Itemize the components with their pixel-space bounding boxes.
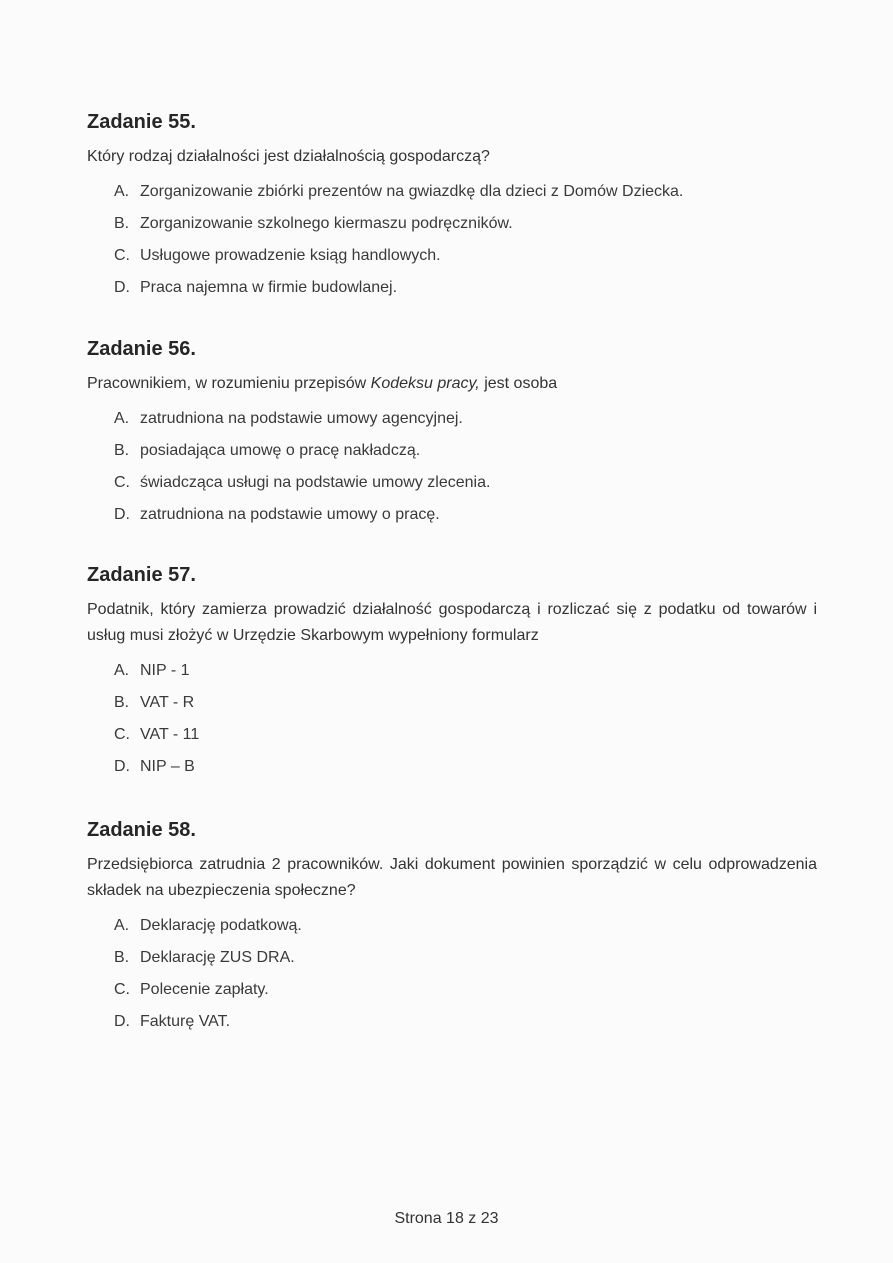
task-title: Zadanie 57. — [87, 564, 196, 586]
task-55 — [87, 110, 817, 304]
option-letter: C. — [114, 247, 130, 264]
option-text: Praca najemna w firmie budowlanej. — [140, 279, 398, 296]
option-text: VAT - R — [140, 694, 195, 711]
answer-option-d[interactable] — [114, 751, 817, 783]
option-letter: D. — [114, 279, 130, 296]
task-question — [87, 371, 817, 397]
answer-option-a[interactable] — [114, 655, 817, 687]
option-text: posiadająca umowę o pracę nakładczą. — [140, 442, 421, 459]
task-title: Zadanie 55. — [87, 111, 196, 133]
option-letter: C. — [114, 474, 130, 491]
answer-options — [87, 655, 817, 783]
option-letter: B. — [114, 442, 130, 459]
answer-option-d[interactable] — [114, 272, 817, 304]
answer-option-c[interactable] — [114, 467, 817, 499]
option-letter: B. — [114, 215, 130, 232]
option-text: VAT - 11 — [140, 726, 200, 743]
task-57 — [87, 563, 817, 783]
task-question: Podatnik, który zamierza prowadzić działalność gospodarczą i rozliczać się z podatku od towarów i usług musi złożyć w Urzędzie Skarbowym wypełniony formularz — [87, 601, 817, 644]
answer-option-c[interactable] — [114, 974, 817, 1006]
option-text: NIP – B — [140, 758, 195, 775]
question-text: Pracownikiem, w rozumieniu przepisów — [87, 375, 371, 392]
answer-option-c[interactable] — [114, 240, 817, 272]
task-question: Przedsiębiorca zatrudnia 2 pracowników. Jaki dokument powinien sporządzić w celu odprowadzenia składek na ubezpieczenia społeczne? — [87, 856, 817, 899]
answer-option-b[interactable] — [114, 435, 817, 467]
option-text: Zorganizowanie zbiórki prezentów na gwiazdkę dla dzieci z Domów Dziecka. — [140, 183, 684, 200]
answer-option-b[interactable] — [114, 208, 817, 240]
option-letter: A. — [114, 662, 130, 679]
answer-options — [87, 403, 817, 531]
option-letter: D. — [114, 758, 130, 775]
option-text: Deklarację podatkową. — [140, 917, 302, 934]
answer-option-d[interactable] — [114, 499, 817, 531]
question-italic-text: Kodeksu pracy, — [370, 375, 480, 392]
option-text: NIP - 1 — [140, 662, 190, 679]
answer-option-a[interactable] — [114, 403, 817, 435]
option-text: Polecenie zapłaty. — [140, 981, 269, 998]
answer-option-b[interactable] — [114, 687, 817, 719]
task-title: Zadanie 58. — [87, 819, 196, 841]
answer-options — [87, 910, 817, 1038]
option-text: Fakturę VAT. — [140, 1013, 231, 1030]
option-letter: A. — [114, 917, 130, 934]
answer-option-a[interactable] — [114, 910, 817, 942]
task-58 — [87, 818, 817, 1038]
option-letter: A. — [114, 183, 130, 200]
answer-option-c[interactable] — [114, 719, 817, 751]
answer-option-b[interactable] — [114, 942, 817, 974]
option-letter: C. — [114, 981, 130, 998]
task-title: Zadanie 56. — [87, 338, 196, 360]
option-text: zatrudniona na podstawie umowy agencyjnej. — [140, 410, 463, 427]
option-letter: B. — [114, 949, 130, 966]
option-letter: A. — [114, 410, 130, 427]
task-56 — [87, 337, 817, 531]
option-text: świadcząca usługi na podstawie umowy zlecenia. — [140, 474, 491, 491]
option-letter: C. — [114, 726, 130, 743]
option-letter: D. — [114, 1013, 130, 1030]
option-letter: D. — [114, 506, 130, 523]
question-text: jest osoba — [479, 375, 558, 392]
task-question: Który rodzaj działalności jest działalnością gospodarczą? — [87, 148, 490, 165]
answer-options — [87, 176, 817, 304]
option-letter: B. — [114, 694, 130, 711]
page-number: Strona 18 z 23 — [394, 1210, 499, 1227]
answer-option-d[interactable] — [114, 1006, 817, 1038]
option-text: Zorganizowanie szkolnego kiermaszu podręczników. — [140, 215, 513, 232]
answer-option-a[interactable] — [114, 176, 817, 208]
option-text: Usługowe prowadzenie ksiąg handlowych. — [140, 247, 441, 264]
option-text: zatrudniona na podstawie umowy o pracę. — [140, 506, 440, 523]
option-text: Deklarację ZUS DRA. — [140, 949, 295, 966]
